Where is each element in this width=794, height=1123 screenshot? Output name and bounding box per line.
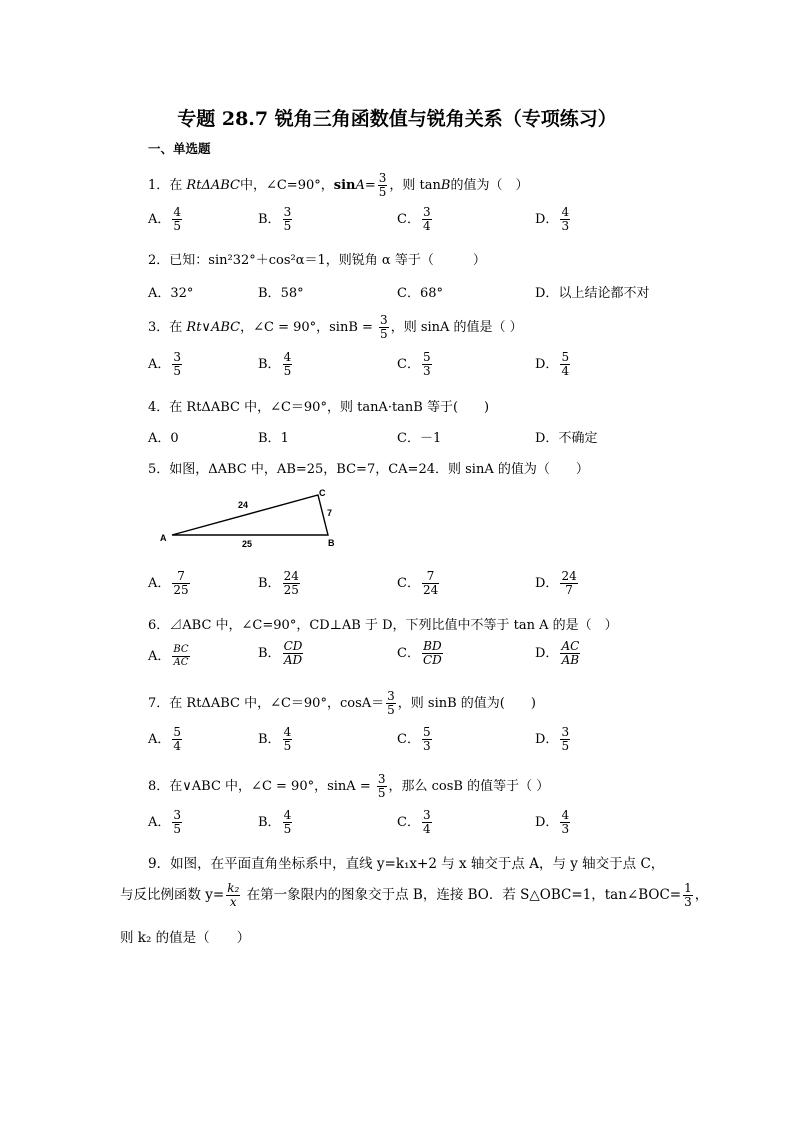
section-heading: 一、单选题 xyxy=(148,141,211,156)
option-label: B． xyxy=(258,431,281,446)
q8-frac-den: 5 xyxy=(377,786,386,800)
q7-option-b[interactable] xyxy=(258,726,294,753)
option-label: C． xyxy=(397,431,420,446)
option-label: B． xyxy=(258,732,281,747)
option-label: A． xyxy=(148,649,171,664)
option-fraction xyxy=(172,206,182,233)
option-fraction xyxy=(560,809,570,836)
question-2 xyxy=(148,249,486,268)
option-label: D． xyxy=(535,212,559,227)
q3-fraction xyxy=(379,314,389,341)
frac-num: 5 xyxy=(173,725,182,739)
option-fraction xyxy=(283,640,304,667)
q9-fraction-2 xyxy=(683,882,693,909)
option-text: 58° xyxy=(280,286,304,301)
frac-num: 3 xyxy=(422,205,431,219)
q2-number: 2． xyxy=(148,253,170,268)
q1-pre: 在 xyxy=(169,178,187,193)
q7-pre: 在 RtΔABC 中，∠C＝90°，cosA＝ xyxy=(169,696,385,711)
q8-frac-num: 3 xyxy=(377,772,386,786)
option-label: A． xyxy=(148,431,171,446)
q1-end: 的值为（ ） xyxy=(450,178,529,193)
frac-num: AC xyxy=(561,639,580,653)
question-3 xyxy=(148,314,523,341)
option-label: D． xyxy=(535,646,559,661)
q4-number: 4． xyxy=(148,400,170,415)
option-fraction xyxy=(172,570,189,597)
option-fraction xyxy=(283,726,293,753)
frac-den: 25 xyxy=(283,583,299,597)
q6-text: ⊿ABC 中，∠C=90°，CD⊥AB 于 D，下列比值中不等于 tan A 的是（ ） xyxy=(169,618,618,633)
option-fraction xyxy=(422,726,432,753)
q1-option-c[interactable] xyxy=(397,206,434,233)
q7-number: 7． xyxy=(148,696,170,711)
option-label: D． xyxy=(535,357,559,372)
option-fraction xyxy=(422,570,439,597)
option-fraction xyxy=(172,809,182,836)
frac-num: 4 xyxy=(283,808,292,822)
frac-num: 5 xyxy=(422,350,431,364)
vertex-a-label: A xyxy=(160,533,167,543)
frac-num: 5 xyxy=(422,725,431,739)
q8-option-d[interactable] xyxy=(535,809,572,836)
frac-den: 5 xyxy=(283,822,292,836)
question-9-line-2 xyxy=(120,882,708,909)
q9-frac2-num: 1 xyxy=(684,881,692,895)
q9-pre: 与反比例函数 y= xyxy=(120,887,225,903)
q7-post: ，则 sinB 的值为( ) xyxy=(397,696,536,711)
question-9-line-3: 则 k₂ 的值是（ ） xyxy=(120,930,251,946)
frac-den: 3 xyxy=(561,822,570,836)
frac-num: 3 xyxy=(561,725,570,739)
option-label: D． xyxy=(535,431,559,446)
option-text: －1 xyxy=(419,431,442,446)
option-fraction xyxy=(560,570,577,597)
vertex-b-label: B xyxy=(328,538,335,548)
question-7 xyxy=(148,690,536,717)
q9-post: ， xyxy=(694,887,709,903)
q1-eq: = xyxy=(364,178,376,193)
q3-option-b[interactable] xyxy=(258,351,294,378)
q1-fraction xyxy=(378,172,388,199)
frac-num: 3 xyxy=(173,808,182,822)
frac-den: 5 xyxy=(561,739,570,753)
frac-den: 5 xyxy=(173,822,182,836)
frac-num: BD xyxy=(423,639,442,653)
option-label: D． xyxy=(535,815,559,830)
option-label: C． xyxy=(397,212,420,227)
q5-option-b[interactable] xyxy=(258,570,302,597)
option-text: 0 xyxy=(170,431,179,446)
q4-option-b[interactable] xyxy=(258,427,289,446)
option-label: A． xyxy=(148,286,171,301)
q1-var: A xyxy=(355,178,365,193)
q3-option-a[interactable] xyxy=(148,351,184,378)
option-fraction xyxy=(422,351,432,378)
q4-option-a[interactable] xyxy=(148,427,179,446)
frac-num: CD xyxy=(283,639,303,653)
option-label: B． xyxy=(258,576,281,591)
frac-num: 24 xyxy=(283,569,299,583)
option-label: C． xyxy=(397,576,420,591)
question-8 xyxy=(148,773,549,800)
frac-num: 3 xyxy=(422,808,431,822)
q4-option-d[interactable] xyxy=(535,427,597,446)
option-fraction xyxy=(422,206,432,233)
q1-frac-num: 3 xyxy=(378,171,387,185)
q7-frac-den: 5 xyxy=(387,703,395,717)
frac-den: 4 xyxy=(561,364,570,378)
q8-post: ，那么 cosB 的值等于（ ） xyxy=(388,779,550,794)
option-label: B． xyxy=(258,815,281,830)
q1-frac-den: 5 xyxy=(378,185,387,199)
frac-num: 7 xyxy=(172,570,189,584)
frac-den: AD xyxy=(283,653,303,667)
q2-option-c[interactable] xyxy=(397,282,443,301)
option-label: A． xyxy=(148,212,171,227)
q1-triangle: ΔABC xyxy=(201,178,240,193)
q3-post: ，则 sinA 的值是（ ） xyxy=(390,320,523,335)
q6-option-c[interactable] xyxy=(397,640,445,667)
option-label: C． xyxy=(397,732,420,747)
q8-fraction xyxy=(377,773,387,800)
q1-var2: B xyxy=(440,178,451,193)
q9-frac-num: k₂ xyxy=(227,881,240,895)
q3-frac-num: 3 xyxy=(380,313,388,327)
frac-den: AC xyxy=(173,657,189,668)
triangle-figure xyxy=(160,488,350,550)
side-ab-label: 25 xyxy=(242,539,253,549)
option-fraction xyxy=(172,726,182,753)
frac-den: 4 xyxy=(422,822,431,836)
frac-den: AB xyxy=(561,653,580,667)
frac-num: 4 xyxy=(561,205,570,219)
q1-option-d[interactable] xyxy=(535,206,572,233)
frac-den: 7 xyxy=(565,583,573,597)
frac-num: 4 xyxy=(173,205,182,219)
option-fraction xyxy=(172,644,189,669)
side-ac-label: 24 xyxy=(238,500,249,510)
question-9-line-1: 9．如图，在平面直角坐标系中，直线 y=k₁x+2 与 x 轴交于点 A，与 y 轴交于点 C， xyxy=(148,856,665,872)
frac-num: 7 xyxy=(422,570,439,584)
q4-text: 在 RtΔABC 中，∠C＝90°，则 tanA·tanB 等于( ) xyxy=(169,400,490,415)
q1-rt: Rt xyxy=(186,178,202,193)
frac-den: 4 xyxy=(422,219,431,233)
option-label: A． xyxy=(148,815,171,830)
frac-den: 24 xyxy=(422,583,439,597)
q8-option-a[interactable] xyxy=(148,809,184,836)
frac-den: 5 xyxy=(173,219,182,233)
q6-option-d[interactable] xyxy=(535,640,582,667)
frac-num: 5 xyxy=(561,350,570,364)
q7-fraction xyxy=(386,690,396,717)
q9-fraction xyxy=(226,882,240,909)
frac-den: 5 xyxy=(173,364,182,378)
option-text: 不确定 xyxy=(558,431,598,446)
q2-option-d[interactable] xyxy=(535,282,649,301)
q7-option-a[interactable] xyxy=(148,726,184,753)
q5-option-c[interactable] xyxy=(397,570,441,597)
q5-option-d[interactable] xyxy=(535,570,580,597)
frac-num: 24 xyxy=(561,569,577,583)
option-label: B． xyxy=(258,286,281,301)
q8-number: 8． xyxy=(148,779,170,794)
option-text: 68° xyxy=(419,286,443,301)
option-label: B． xyxy=(258,212,281,227)
option-fraction xyxy=(283,351,293,378)
option-label: A． xyxy=(148,732,171,747)
q6-option-a[interactable] xyxy=(148,644,192,669)
q7-option-d[interactable] xyxy=(535,726,572,753)
q2-option-b[interactable] xyxy=(258,282,304,301)
q3-number: 3． xyxy=(148,320,170,335)
side-bc-label: 7 xyxy=(327,508,333,518)
q7-frac-num: 3 xyxy=(387,689,395,703)
option-label: D． xyxy=(535,576,559,591)
q3-option-d[interactable] xyxy=(535,351,572,378)
q3-triangle: Rt∨ABC xyxy=(186,320,241,335)
frac-num: 3 xyxy=(173,350,182,364)
q1-post: ，则 tan xyxy=(389,178,441,193)
option-text: 32° xyxy=(170,286,194,301)
frac-num: 3 xyxy=(283,205,292,219)
q9-frac2-den: 3 xyxy=(684,895,692,909)
frac-num: 4 xyxy=(561,808,570,822)
frac-num: 4 xyxy=(283,350,292,364)
frac-den: 3 xyxy=(561,219,570,233)
page-title: 专题 28.7 锐角三角函数值与锐角关系（专项练习） xyxy=(177,108,617,130)
frac-den: 4 xyxy=(173,739,182,753)
frac-den: 5 xyxy=(283,364,292,378)
option-label: D． xyxy=(535,286,559,301)
q2-option-a[interactable] xyxy=(148,282,193,301)
option-fraction xyxy=(172,351,182,378)
q6-number: 6． xyxy=(148,618,170,633)
q5-text: 如图，ΔABC 中，AB=25，BC=7，CA=24．则 sinA 的值为（ ） xyxy=(169,462,589,477)
q1-option-b[interactable] xyxy=(258,206,294,233)
option-label: B． xyxy=(258,646,281,661)
option-fraction xyxy=(560,726,570,753)
option-fraction xyxy=(560,640,580,667)
option-text: 以上结论都不对 xyxy=(558,286,650,301)
q9-frac-den: x xyxy=(229,895,237,909)
q1-mid: 中，∠C=90°， xyxy=(239,178,334,193)
q3-pre: 在 xyxy=(169,320,187,335)
option-label: A． xyxy=(148,357,171,372)
frac-den: 3 xyxy=(422,364,431,378)
frac-num: BC xyxy=(173,644,189,655)
triangle-shape xyxy=(172,495,328,535)
q3-option-c[interactable] xyxy=(397,351,434,378)
vertex-c-label: C xyxy=(319,488,326,498)
question-5 xyxy=(148,458,589,477)
question-4 xyxy=(148,396,489,415)
q1-number: 1． xyxy=(148,178,170,193)
frac-num: 4 xyxy=(283,725,292,739)
frac-den: CD xyxy=(422,653,442,667)
option-label: C． xyxy=(397,357,420,372)
q7-option-c[interactable] xyxy=(397,726,434,753)
q3-frac-den: 5 xyxy=(380,327,388,341)
option-text: 1 xyxy=(280,431,289,446)
q9-mid: 在第一象限内的图象交于点 B，连接 BO．若 S△OBC=1，tan∠BOC= xyxy=(242,887,682,903)
option-fraction xyxy=(283,570,300,597)
option-fraction xyxy=(283,206,293,233)
question-1 xyxy=(148,172,528,199)
option-fraction xyxy=(422,809,432,836)
q1-option-a[interactable] xyxy=(148,206,184,233)
option-label: C． xyxy=(397,646,420,661)
option-label: C． xyxy=(397,286,420,301)
q8-option-b[interactable] xyxy=(258,809,294,836)
option-label: A． xyxy=(148,576,171,591)
q8-option-c[interactable] xyxy=(397,809,434,836)
option-fraction xyxy=(283,809,293,836)
frac-den: 25 xyxy=(173,583,189,597)
q4-option-c[interactable] xyxy=(397,427,441,446)
q6-option-b[interactable] xyxy=(258,640,305,667)
option-label: B． xyxy=(258,357,281,372)
question-6 xyxy=(148,614,618,633)
q3-mid: ，∠C = 90°，sinB = xyxy=(240,320,378,335)
q1-sin: sin xyxy=(333,178,356,193)
option-fraction xyxy=(560,351,570,378)
q5-number: 5． xyxy=(148,462,170,477)
frac-den: 5 xyxy=(283,739,292,753)
q2-text: 已知：sin²32°＋cos²α＝1，则锐角 α 等于（ ） xyxy=(169,253,486,268)
option-label: D． xyxy=(535,732,559,747)
option-fraction xyxy=(560,206,570,233)
option-fraction xyxy=(422,640,443,667)
option-label: C． xyxy=(397,815,420,830)
frac-den: 3 xyxy=(422,739,431,753)
frac-den: 5 xyxy=(283,219,292,233)
q5-option-a[interactable] xyxy=(148,570,192,597)
q8-pre: 在∨ABC 中，∠C = 90°，sinA = xyxy=(169,779,375,794)
